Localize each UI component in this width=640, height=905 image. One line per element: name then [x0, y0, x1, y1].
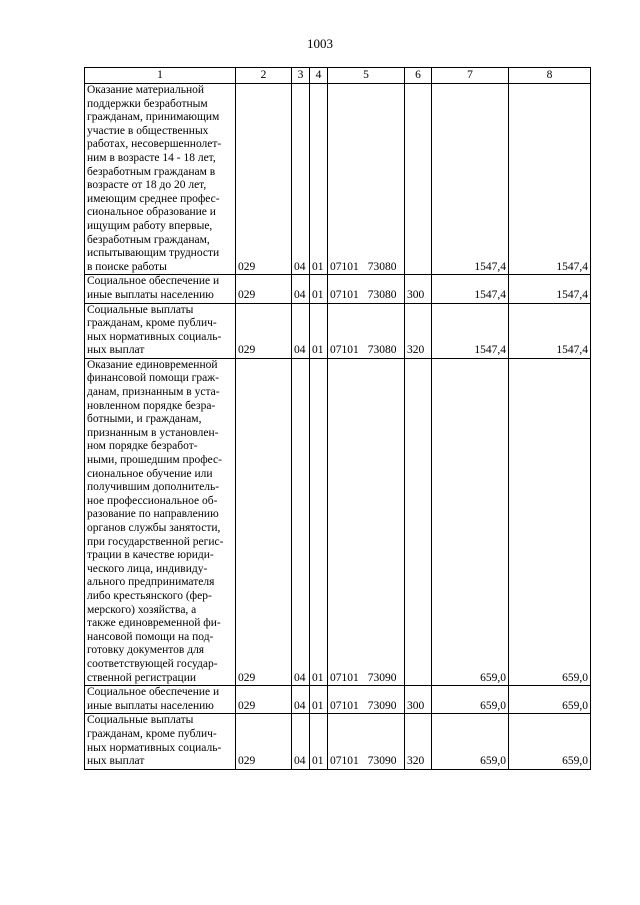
page-number: 1003 — [307, 36, 333, 51]
table-row — [85, 275, 591, 303]
table-row — [85, 714, 591, 769]
row-name: Социальное обеспечение и иные выплаты населению — [85, 275, 236, 303]
target-article-code — [328, 686, 405, 714]
grbs-code: 029 — [236, 714, 292, 769]
grbs-code: 029 — [236, 303, 292, 358]
amount-year-1: 659,0 — [432, 714, 509, 769]
expense-type-code — [405, 358, 432, 685]
section-code: 04 — [292, 275, 310, 303]
amount-year-2: 1547,4 — [509, 275, 591, 303]
column-header: 2 — [236, 68, 292, 84]
target-article-code — [328, 84, 405, 275]
column-header: 3 — [292, 68, 310, 84]
subsection-code: 01 — [310, 303, 328, 358]
column-header: 5 — [328, 68, 405, 84]
section-code: 04 — [292, 303, 310, 358]
amount-year-1: 659,0 — [432, 358, 509, 685]
amount-year-2: 1547,4 — [509, 84, 591, 275]
grbs-code: 029 — [236, 686, 292, 714]
target-article-program: 07101 — [330, 699, 359, 712]
section-code: 04 — [292, 714, 310, 769]
table-row — [85, 686, 591, 714]
amount-year-1: 1547,4 — [432, 303, 509, 358]
expense-type-code: 320 — [405, 303, 432, 358]
target-article-direction: 73080 — [367, 260, 397, 273]
subsection-code: 01 — [310, 358, 328, 685]
expense-type-code — [405, 84, 432, 275]
subsection-code: 01 — [310, 714, 328, 769]
target-article-program: 07101 — [330, 344, 359, 357]
column-header: 4 — [310, 68, 328, 84]
subsection-code: 01 — [310, 84, 328, 275]
target-article-program: 07101 — [330, 755, 359, 768]
amount-year-2: 659,0 — [509, 714, 591, 769]
target-article-program: 07101 — [330, 671, 359, 684]
target-article-direction: 73080 — [367, 344, 397, 357]
amount-year-1: 1547,4 — [432, 275, 509, 303]
subsection-code: 01 — [310, 686, 328, 714]
expense-type-code: 300 — [405, 275, 432, 303]
amount-year-1: 659,0 — [432, 686, 509, 714]
target-article-program: 07101 — [330, 288, 359, 301]
target-article-direction: 73090 — [367, 699, 397, 712]
row-name: Социальные выплаты гражданам, кроме публич- ных нормативных социаль- ных выплат — [85, 303, 236, 358]
budget-table — [84, 67, 591, 770]
amount-year-2: 1547,4 — [509, 303, 591, 358]
row-name: Оказание единовременной финансовой помощи граж- данам, признанным в уста- новленном порядке безра- ботными, и гражданам, признанным в установлен- ном порядке безработ- ными, прошедшим профес- сиональное обучение или получившим дополнитель- ное профессиональное об- разование по направлению органов службы занятости, при государственной регис- трации в качестве юриди- ческого лица, индивиду- ального предпринимателя либо крестьянского (фер- мерского) хозяйства, а также единовременной фи- нансовой помощи на под- готовку документов для соответствующей государ- ственной регистрации — [85, 358, 236, 685]
row-name: Социальные выплаты гражданам, кроме публич- ных нормативных социаль- ных выплат — [85, 714, 236, 769]
target-article-code — [328, 303, 405, 358]
column-header: 8 — [509, 68, 591, 84]
amount-year-2: 659,0 — [509, 686, 591, 714]
target-article-code — [328, 358, 405, 685]
column-header: 7 — [432, 68, 509, 84]
target-article-direction: 73090 — [367, 755, 397, 768]
section-code: 04 — [292, 358, 310, 685]
table-row — [85, 84, 591, 275]
subsection-code: 01 — [310, 275, 328, 303]
row-name: Социальное обеспечение и иные выплаты населению — [85, 686, 236, 714]
grbs-code: 029 — [236, 275, 292, 303]
table-row — [85, 303, 591, 358]
amount-year-2: 659,0 — [509, 358, 591, 685]
expense-type-code: 320 — [405, 714, 432, 769]
column-header: 6 — [405, 68, 432, 84]
column-header: 1 — [85, 68, 236, 84]
amount-year-1: 1547,4 — [432, 84, 509, 275]
target-article-direction: 73080 — [367, 288, 397, 301]
row-name: Оказание материальной поддержки безработным гражданам, принимающим участие в общественных работах, несовершеннолет- ним в возрасте 14 - 18 лет, безработным гражданам в возрасте от 18 до 20 лет, имеющим среднее профес- сиональное образование и ищущим работу впервые, безработным гражданам, испытывающим трудности в поиске работы — [85, 84, 236, 275]
section-code: 04 — [292, 84, 310, 275]
target-article-code — [328, 275, 405, 303]
table-row — [85, 358, 591, 685]
target-article-code — [328, 714, 405, 769]
section-code: 04 — [292, 686, 310, 714]
target-article-program: 07101 — [330, 260, 359, 273]
grbs-code: 029 — [236, 84, 292, 275]
grbs-code: 029 — [236, 358, 292, 685]
expense-type-code: 300 — [405, 686, 432, 714]
column-number-row — [85, 68, 591, 84]
target-article-direction: 73090 — [367, 671, 397, 684]
